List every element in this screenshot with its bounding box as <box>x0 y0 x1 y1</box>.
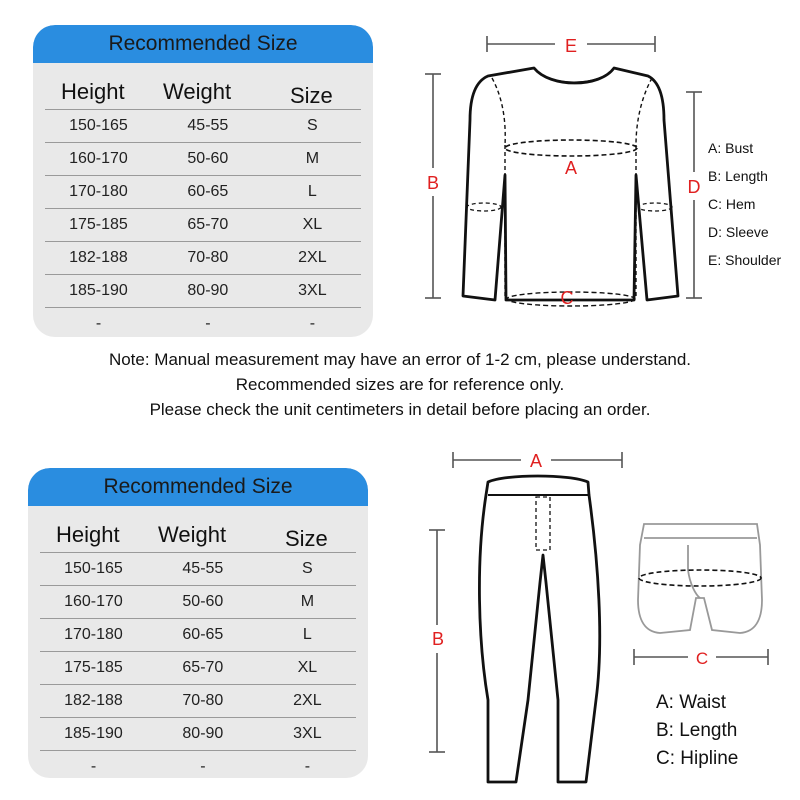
height-cell: 185-190 <box>69 282 128 299</box>
weight-cell: 65-70 <box>187 216 229 233</box>
weight-cell: 80-90 <box>182 725 224 742</box>
legend-hem: C: Hem <box>708 196 756 212</box>
legend-waist <box>656 689 738 717</box>
shirt-legend <box>708 134 781 274</box>
table-row <box>45 208 361 241</box>
note-line-3: Please check the unit centimeters in detail before placing an order. <box>149 400 651 419</box>
table-header-bar <box>28 468 368 506</box>
label-e: E <box>564 36 578 56</box>
size-cell: M <box>300 593 315 610</box>
pants-legend <box>656 689 738 773</box>
weight-cell: 45-55 <box>187 117 229 134</box>
boxer-shorts-illustration <box>638 524 762 633</box>
label-c: C <box>695 649 709 668</box>
table-row <box>45 142 361 175</box>
weight-cell: 65-70 <box>182 659 224 676</box>
legend-key: A: <box>656 692 674 713</box>
note-line-2: Recommended sizes are for reference only. <box>235 375 565 394</box>
legend-key: B: <box>656 720 674 741</box>
height-cell: 182-188 <box>64 692 123 709</box>
column-headers <box>28 506 368 552</box>
size-cell: - <box>304 758 311 775</box>
height-cell: 185-190 <box>64 725 123 742</box>
weight-cell: 70-80 <box>182 692 224 709</box>
weight-cell: 50-60 <box>182 593 224 610</box>
table-row <box>45 175 361 208</box>
table-row <box>45 307 361 337</box>
note-text <box>0 347 800 422</box>
table-row <box>45 241 361 274</box>
column-headers <box>33 63 373 109</box>
table-title: Recommended Size <box>108 32 298 55</box>
height-cell: 150-165 <box>69 117 128 134</box>
legend-bust: A: Bust <box>708 140 754 156</box>
legend-text: Hipline <box>680 748 739 769</box>
label-b: B <box>426 173 440 193</box>
label-d: D <box>687 177 701 197</box>
size-cell: S <box>302 560 313 577</box>
weight-cell: - <box>205 315 211 332</box>
column-header-weight: Weight <box>158 522 227 547</box>
legend-text: Length <box>679 720 738 741</box>
column-header-height: Height <box>56 522 120 547</box>
table-row <box>40 684 356 717</box>
height-cell: - <box>90 758 97 775</box>
height-cell: 160-170 <box>69 150 128 167</box>
size-cell: S <box>307 117 318 134</box>
weight-cell: 60-65 <box>182 626 224 643</box>
height-cell: 175-185 <box>64 659 123 676</box>
table-row <box>45 274 361 307</box>
table-row <box>40 552 356 585</box>
legend-shoulder: E: Shoulder <box>708 252 782 268</box>
shirt-outline <box>463 68 678 300</box>
column-header-size: Size <box>285 526 328 551</box>
legend-length <box>656 717 738 745</box>
weight-cell: 45-55 <box>182 560 224 577</box>
size-cell: 2XL <box>293 692 322 709</box>
weight-cell: 60-65 <box>187 183 229 200</box>
label-b: B <box>431 629 445 649</box>
table-title: Recommended Size <box>103 475 293 498</box>
column-header-weight: Weight <box>163 79 232 104</box>
label-c: C <box>560 288 574 308</box>
legend-sleeve: D: Sleeve <box>708 224 769 240</box>
height-cell: 170-180 <box>69 183 128 200</box>
size-cell: XL <box>302 216 323 233</box>
size-cell: 3XL <box>298 282 327 299</box>
size-cell: 2XL <box>298 249 327 266</box>
size-cell: M <box>305 150 320 167</box>
size-cell: - <box>309 315 316 332</box>
note-line-1: Note: Manual measurement may have an error of 1-2 cm, please understand. <box>108 350 692 369</box>
size-cell: 3XL <box>293 725 322 742</box>
height-cell: 160-170 <box>64 593 123 610</box>
legend-key: C: <box>656 748 675 769</box>
weight-cell: 70-80 <box>187 249 229 266</box>
column-header-size: Size <box>290 83 333 108</box>
bottom-size-table <box>28 468 368 778</box>
table-row <box>45 109 361 142</box>
height-cell: 175-185 <box>69 216 128 233</box>
table-header-bar <box>33 25 373 63</box>
table-row <box>40 750 356 778</box>
table-row <box>40 618 356 651</box>
size-cell: L <box>307 183 317 200</box>
weight-cell: 80-90 <box>187 282 229 299</box>
size-cell: L <box>302 626 312 643</box>
pants-outline <box>479 476 599 782</box>
table-row <box>40 585 356 618</box>
size-cell: XL <box>297 659 318 676</box>
legend-text: Waist <box>679 692 727 713</box>
height-cell: 150-165 <box>64 560 123 577</box>
pants-diagram <box>410 440 800 800</box>
column-header-height: Height <box>61 79 125 104</box>
table-row <box>40 717 356 750</box>
table-row <box>40 651 356 684</box>
label-a: A <box>564 158 578 178</box>
weight-cell: - <box>200 758 206 775</box>
label-a: A <box>529 451 543 471</box>
legend-length: B: Length <box>708 168 768 184</box>
height-cell: 182-188 <box>69 249 128 266</box>
height-cell: 170-180 <box>64 626 123 643</box>
top-size-table <box>33 25 373 337</box>
legend-hipline <box>656 745 738 773</box>
weight-cell: 50-60 <box>187 150 229 167</box>
height-cell: - <box>95 315 102 332</box>
